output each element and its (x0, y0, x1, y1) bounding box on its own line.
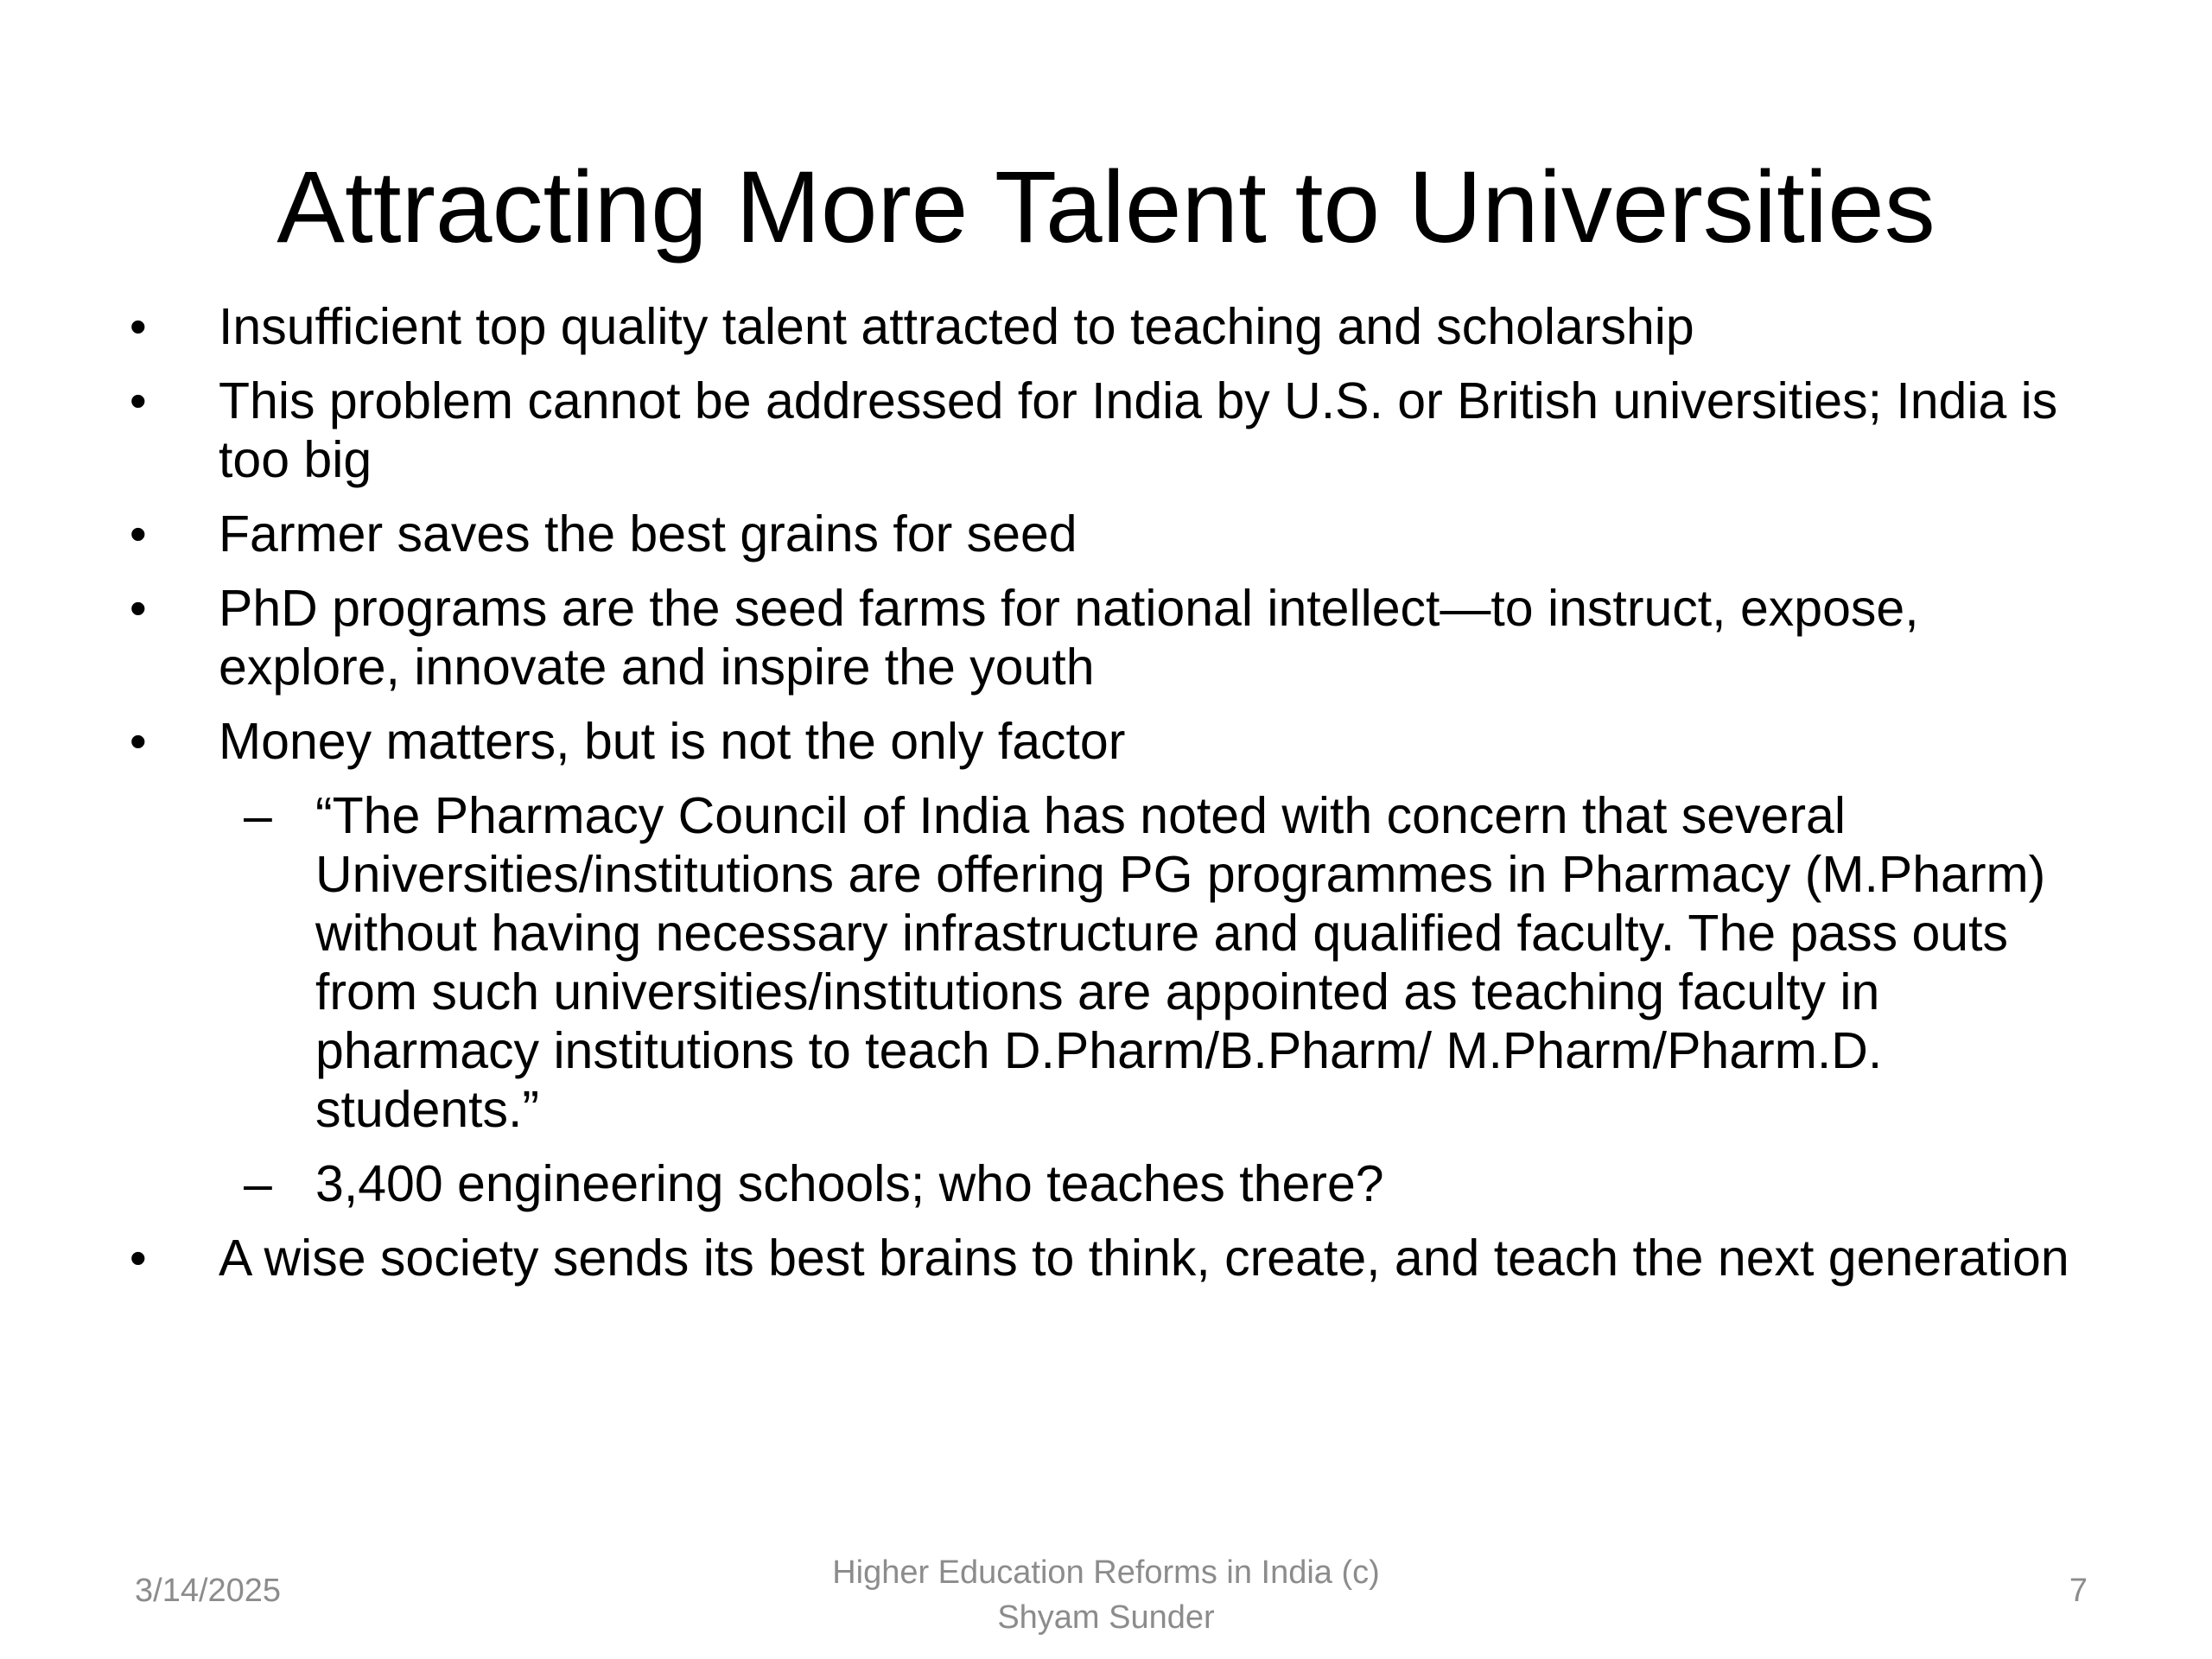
subbullet-list (130, 786, 2108, 1213)
bullet-marker: • (130, 1230, 147, 1285)
bullet-text: Insufficient top quality talent attracted to teaching and scholarship (219, 298, 1694, 355)
bullet-item (130, 505, 2108, 563)
subbullet-marker: – (244, 1155, 272, 1212)
bullet-text: PhD programs are the seed farms for national intellect—to instruct, expose, explore, innovate and inspire the youth (219, 580, 1919, 696)
footer-center-line-1: Higher Education Reforms in India (c) (832, 1554, 1380, 1591)
subbullet-marker: – (244, 787, 272, 844)
bullet-item (130, 1229, 2108, 1287)
bullet-text: A wise society sends its best brains to think, create, and teach the next generation (219, 1230, 2069, 1287)
bullet-item (130, 297, 2108, 356)
bullet-marker: • (130, 373, 147, 428)
bullet-marker: • (130, 581, 147, 635)
subbullet-item (130, 786, 2108, 1139)
subbullet-text: “The Pharmacy Council of India has noted with concern that several Universities/institutions are offering PG programmes in Pharmacy (M.Pharm) without having necessary infrastructure and qualified faculty. The pass outs from such universities/institutions are appointed as teaching faculty in pharmacy institutions to teach D.Pharm/B.Pharm/ M.Pharm/Pharm.D. students.” (315, 787, 2046, 1138)
slide-content (130, 297, 2108, 1303)
subbullet-item (130, 1154, 2108, 1213)
footer-center-text (760, 1550, 1452, 1640)
bullet-item (130, 712, 2108, 771)
bullet-marker: • (130, 506, 147, 561)
bullet-text: Farmer saves the best grains for seed (219, 505, 1077, 563)
footer-date: 3/14/2025 (135, 1573, 282, 1609)
page-number: 7 (2069, 1573, 2088, 1609)
bullet-item (130, 372, 2108, 489)
subbullet-text: 3,400 engineering schools; who teaches there? (315, 1155, 1384, 1212)
footer-center-line-2: Shyam Sunder (997, 1599, 1215, 1636)
bullet-marker: • (130, 714, 147, 768)
bullet-item (130, 579, 2108, 696)
bullet-text: Money matters, but is not the only factor (219, 713, 1126, 770)
slide-title: Attracting More Talent to Universities (276, 150, 1936, 264)
bullet-text: This problem cannot be addressed for India by U.S. or British universities; India is too big (219, 372, 2058, 488)
bullet-marker: • (130, 299, 147, 353)
